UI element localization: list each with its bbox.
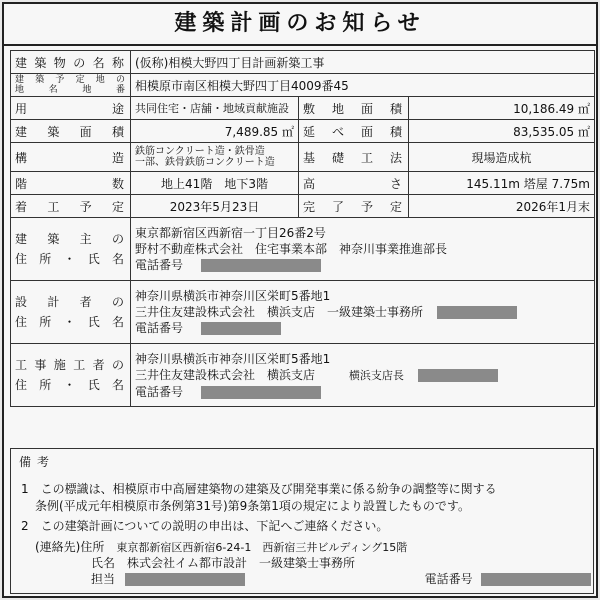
redacted-phone xyxy=(201,259,321,272)
start-value: 2023年5月23日 xyxy=(131,195,299,218)
site-label: 建築予定地の 地名地番 xyxy=(11,74,131,97)
structure-label: 構造 xyxy=(11,143,131,172)
redacted-phone xyxy=(201,386,321,399)
table-row xyxy=(11,97,595,120)
lot-area-label: 敷地面積 xyxy=(299,97,409,120)
floor-area-label: 延べ面積 xyxy=(299,120,409,143)
building-info-table xyxy=(10,50,595,407)
site-address: 相模原市南区相模大野四丁目4009番45 xyxy=(131,74,595,97)
foundation-value: 現場造成杭 xyxy=(409,143,595,172)
table-row xyxy=(11,120,595,143)
page-title: 建築計画のお知らせ xyxy=(4,4,596,46)
notice-board xyxy=(2,2,598,598)
redacted-person xyxy=(125,573,245,586)
redacted-name xyxy=(437,306,517,319)
owner-label: 建築主の 住所・氏名 xyxy=(11,218,131,281)
completion-value: 2026年1月末 xyxy=(409,195,595,218)
use-label: 用途 xyxy=(11,97,131,120)
building-name: (仮称)相模大野四丁目計画新築工事 xyxy=(131,51,595,74)
redacted-phone xyxy=(481,573,591,586)
completion-label: 完了予定 xyxy=(299,195,409,218)
use-value: 共同住宅・店舗・地域貢献施設 xyxy=(131,97,299,120)
building-area-label: 建築面積 xyxy=(11,120,131,143)
note-2: 2 この建築計画についての説明の申出は、下記へご連絡ください。 xyxy=(21,519,389,533)
lot-area-value: 10,186.49 ㎡ xyxy=(409,97,595,120)
redacted-name xyxy=(418,369,498,382)
owner-info: 東京都新宿区西新宿一丁目26番2号 野村不動産株式会社 住宅事業本部 神奈川事業推進部長 電話番号 xyxy=(131,218,595,281)
note-1: 1 この標識は、相模原市中高層建築物の建築及び開発事業に係る紛争の調整等に関する 条例(平成元年相模原市条例第31号)第9条第1項の規定により設置したものです。 xyxy=(21,482,497,513)
contractor-info: 神奈川県横浜市神奈川区栄町5番地1 三井住友建設株式会社 横浜支店 横浜支店長 電話番号 xyxy=(131,344,595,407)
name-label: 建築物の名称 xyxy=(11,51,131,74)
owner-row xyxy=(11,218,595,281)
contractor-label: 工事施工者の 住所・氏名 xyxy=(11,344,131,407)
designer-label: 設計者の 住所・氏名 xyxy=(11,281,131,344)
start-label: 着工予定 xyxy=(11,195,131,218)
floors-value: 地上41階 地下3階 xyxy=(131,172,299,195)
table-row xyxy=(11,143,595,172)
notes-section xyxy=(10,448,594,594)
table-row xyxy=(11,195,595,218)
designer-info: 神奈川県横浜市神奈川区栄町5番地1 三井住友建設株式会社 横浜支店 一級建築士事務所 電話番号 xyxy=(131,281,595,344)
floors-label: 階数 xyxy=(11,172,131,195)
table-row xyxy=(11,51,595,74)
contractor-row xyxy=(11,344,595,407)
floor-area-value: 83,535.05 ㎡ xyxy=(409,120,595,143)
table-row xyxy=(11,172,595,195)
foundation-label: 基礎工法 xyxy=(299,143,409,172)
structure-value: 鉄筋コンクリート造・鉄骨造 一部、鉄骨鉄筋コンクリート造 xyxy=(131,143,299,172)
table-row xyxy=(11,74,595,97)
height-value: 145.11m 塔屋 7.75m xyxy=(409,172,595,195)
contact-info: (連絡先)住所 東京都新宿区西新宿6-24-1 西新宿三井ビルディング15階 氏名 株式会社イム都市設計 一級建築士事務所 担当 電話番号 xyxy=(35,539,585,587)
designer-row xyxy=(11,281,595,344)
redacted-phone xyxy=(201,322,281,335)
building-area-value: 7,489.85 ㎡ xyxy=(131,120,299,143)
notes-heading: 備考 xyxy=(19,455,56,469)
height-label: 高さ xyxy=(299,172,409,195)
